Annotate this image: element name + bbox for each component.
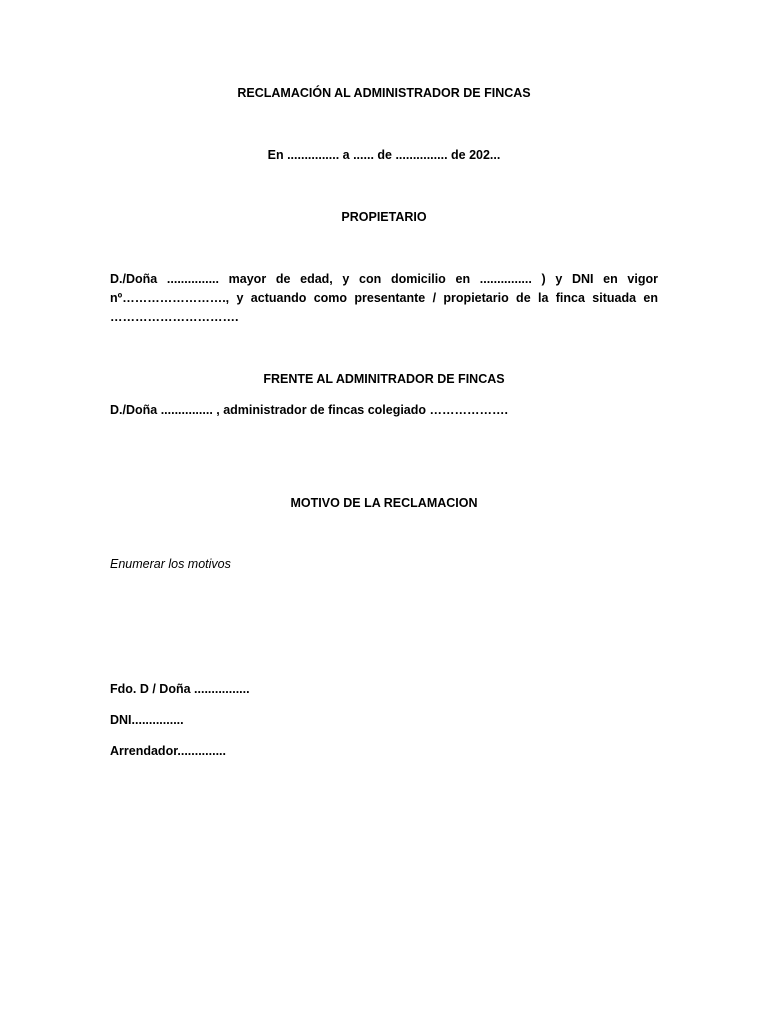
owner-paragraph: D./Doña ............... mayor de edad, y con domicilio en ............... ) y DNI en vigor nº……………………., y actuando como presentante / propietario de la finca situada en ………………………….: [110, 272, 658, 324]
admin-heading: FRENTE AL ADMINITRADOR DE FINCAS: [263, 372, 505, 386]
reason-placeholder: Enumerar los motivos: [110, 557, 231, 571]
landlord-line: Arrendador..............: [110, 744, 226, 758]
signature-line: Fdo. D / Doña ................: [110, 682, 250, 696]
admin-line: D./Doña ............... , administrador de fincas colegiado ……………….: [110, 403, 508, 417]
date-line: En ............... a ...... de ............... de 202...: [267, 148, 501, 162]
owner-heading: PROPIETARIO: [341, 210, 427, 224]
reason-heading: MOTIVO DE LA RECLAMACION: [290, 496, 478, 510]
document-title: RECLAMACIÓN AL ADMINISTRADOR DE FINCAS: [237, 86, 531, 100]
dni-line: DNI...............: [110, 713, 184, 727]
